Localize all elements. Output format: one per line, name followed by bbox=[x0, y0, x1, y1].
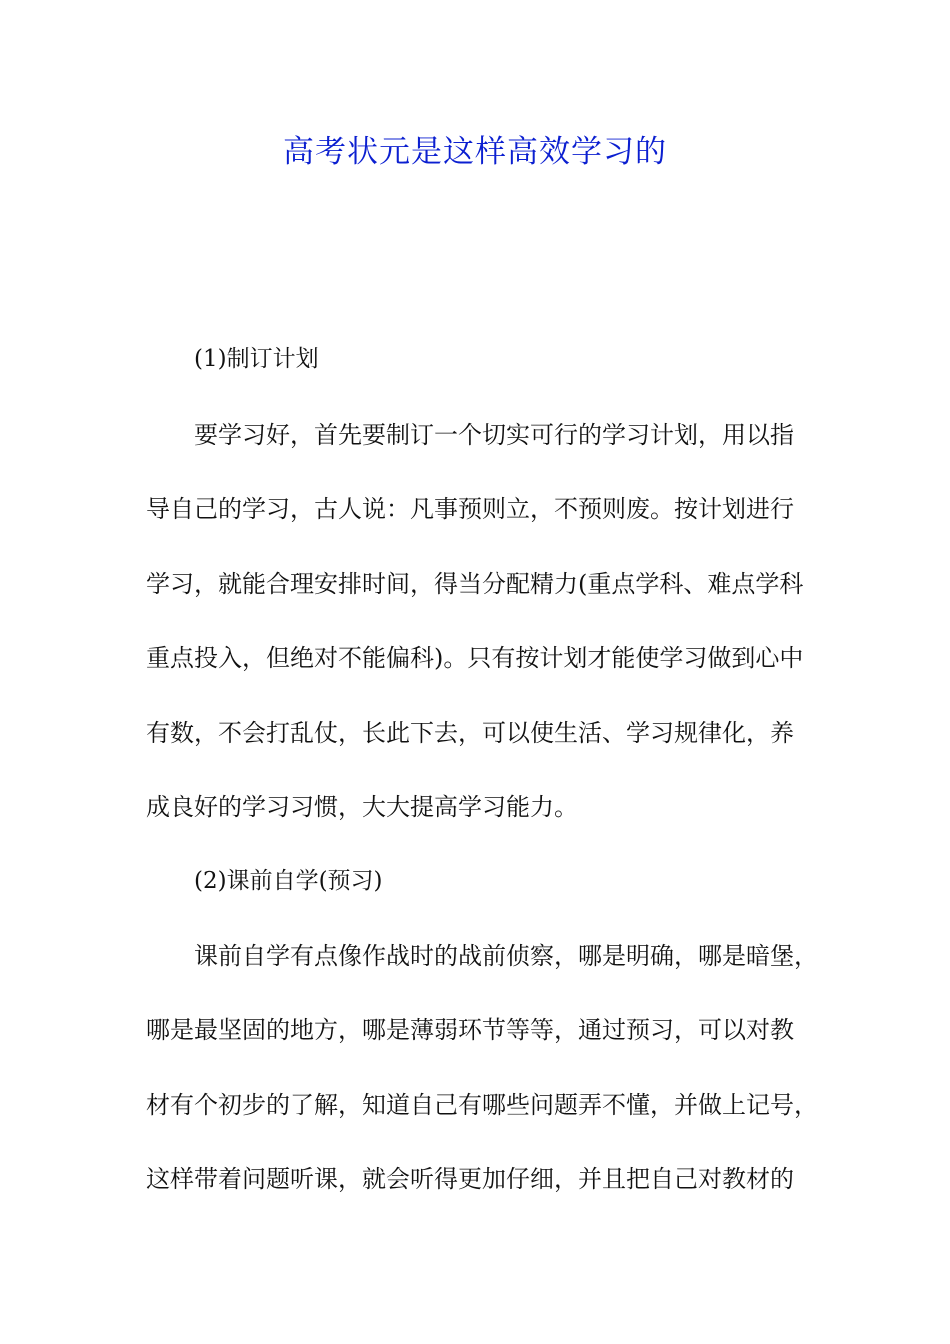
paragraph-line: 这样带着问题听课，就会听得更加仔细，并且把自己对教材的 bbox=[146, 1165, 794, 1193]
paragraph-line: 成良好的学习习惯，大大提高学习能力。 bbox=[146, 793, 578, 821]
paragraph-line: 导自己的学习，古人说：凡事预则立，不预则废。按计划进行 bbox=[146, 495, 794, 523]
paragraph-line: 哪是最坚固的地方，哪是薄弱环节等等，通过预习，可以对教 bbox=[146, 1016, 794, 1044]
paragraph-line: 重点投入，但绝对不能偏科)。只有按计划才能使学习做到心中 bbox=[146, 644, 804, 672]
paragraph-line: 学习，就能合理安排时间，得当分配精力(重点学科、难点学科 bbox=[146, 570, 804, 598]
paragraph-line: 有数，不会打乱仗，长此下去，可以使生活、学习规律化，养 bbox=[146, 719, 794, 747]
document-title: 高考状元是这样高效学习的 bbox=[283, 134, 667, 170]
section-heading-1: (1)制订计划 bbox=[194, 346, 319, 372]
paragraph-line: 要学习好，首先要制订一个切实可行的学习计划，用以指 bbox=[194, 421, 794, 449]
paragraph-line: 材有个初步的了解，知道自己有哪些问题弄不懂，并做上记号， bbox=[146, 1091, 818, 1119]
paragraph-line: 课前自学有点像作战时的战前侦察，哪是明确，哪是暗堡， bbox=[194, 942, 818, 970]
section-heading-2: (2)课前自学(预习) bbox=[194, 868, 383, 894]
